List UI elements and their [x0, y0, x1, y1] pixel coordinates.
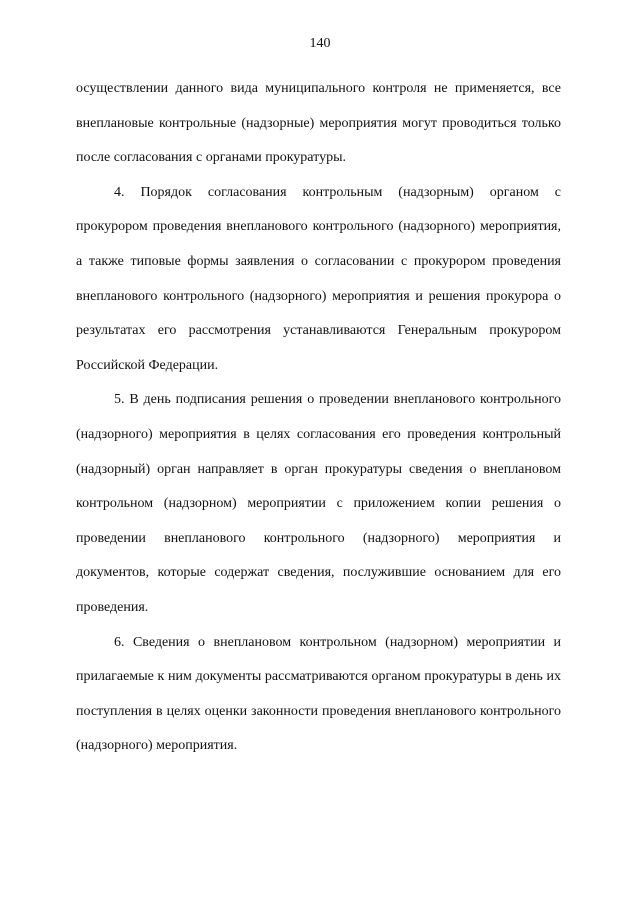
document-body: [76, 72, 561, 764]
page-number: 140: [309, 36, 331, 51]
paragraph-5: 5. В день подписания решения о проведении внепланового контрольного (надзорного) мероприятия в целях согласования его проведения контрольный (надзорный) орган направляет в орган прокуратуры сведения о внеплановом контрольном (надзорном) мероприятии с приложением копии решения о проведении внепланового контрольного (надзорного) мероприятия и документов, которые содержат сведения, послужившие основанием для его проведения.: [76, 392, 561, 615]
paragraph-continuation: осуществлении данного вида муниципального контроля не применяется, все внеплановые контрольные (надзорные) мероприятия могут проводиться только после согласования с органами прокуратуры.: [76, 81, 561, 166]
paragraph-6: 6. Сведения о внеплановом контрольном (надзорном) мероприятии и прилагаемые к ним документы рассматриваются органом прокуратуры в день их поступления в целях оценки законности проведения внепланового контрольного (надзорного) мероприятия.: [76, 634, 561, 754]
paragraph-4: 4. Порядок согласования контрольным (надзорным) органом с прокурором проведения внепланового контрольного (надзорного) мероприятия, а также типовые формы заявления о согласовании с прокурором проведения внепланового контрольного (надзорного) мероприятия и решения прокурора о результатах его рассмотрения устанавливаются Генеральным прокурором Российской Федерации.: [76, 184, 561, 373]
